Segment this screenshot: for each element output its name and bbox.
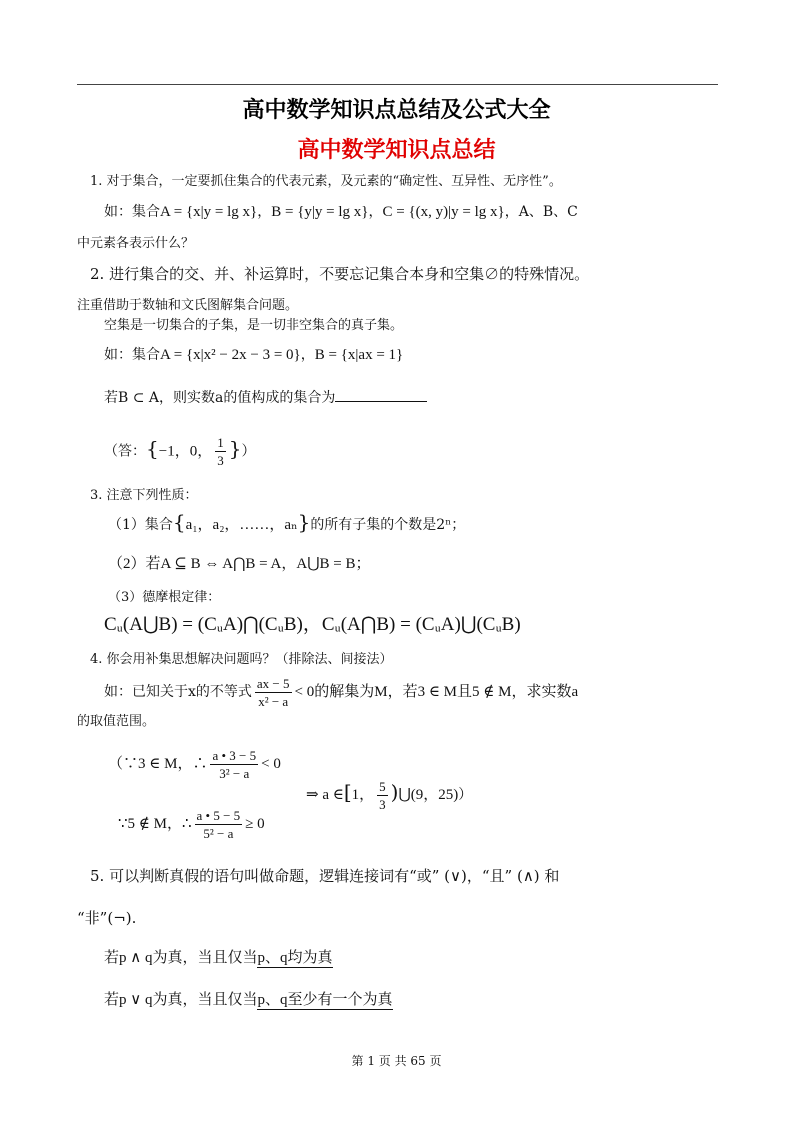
denominator: 3 (217, 453, 224, 468)
set-b: B = {x|ax = 1} (314, 347, 404, 363)
item-3-property-3: （3）德摩根定律： (108, 590, 221, 605)
item-5-continuation: “非”(¬). (77, 909, 137, 927)
solution-line-1 (108, 744, 281, 784)
interval-left: 1， (351, 787, 375, 803)
section-title: 高中数学知识点总结 (297, 137, 496, 163)
denominator: x² − a (258, 693, 289, 709)
interval-right: ⋃(9，25) (398, 787, 459, 803)
left-bracket-glyph: [ (343, 780, 352, 804)
relation: < 0 (261, 756, 281, 772)
example-prefix: 如：集合 (104, 347, 160, 363)
set-a: A = {x|x² − 2x − 3 = 0} (160, 347, 301, 363)
example-prefix: 如：集合 (104, 204, 160, 220)
item-2-answer (104, 434, 255, 469)
left-brace-glyph: { (172, 510, 186, 534)
sep: ， (257, 204, 272, 220)
answer-prefix: （答： (104, 443, 146, 460)
solution-line-2 (118, 804, 265, 844)
denominator: 3 (379, 796, 386, 812)
answer-suffix: ） (241, 443, 256, 460)
item-4-continuation: 的取值范围。 (77, 714, 156, 729)
result-suffix: ） (458, 787, 473, 803)
and-prefix: 若p ∧ q为真，当且仅当 (104, 950, 258, 966)
item-2-note-1: 注重借助于数轴和文氏图解集合问题。 (77, 298, 299, 313)
item-4-text: 4. 你会用补集思想解决问题吗？（排除法、间接法） (90, 652, 393, 667)
denominator: 3² − a (219, 765, 250, 781)
question-text: 若B ⊂ A，则实数a的值构成的集合为 (104, 390, 336, 406)
sep: ， (300, 347, 315, 363)
top-rule (77, 84, 718, 85)
solution-fraction-1 (210, 747, 258, 782)
solution-fraction-2 (195, 807, 243, 842)
or-answer: p、q至少有一个为真 (257, 992, 393, 1008)
item-3-property-2: （2）若A ⊆ B ⇔ A⋂B = A，A⋃B = B； (108, 556, 371, 572)
numerator: ax − 5 (256, 675, 290, 691)
answer-blank (335, 387, 427, 402)
or-condition (104, 990, 393, 1010)
inequality-relation: < 0的解集为M，若3 ∈ M且5 ∉ M，求实数a (294, 684, 579, 700)
item-1-example (104, 202, 578, 222)
right-paren-glyph: ) (390, 780, 399, 804)
suffix: 的所有子集的个数是2ⁿ； (310, 517, 466, 533)
demorgan-formula: Cᵤ(A⋃B) = (CᵤA)⋂(CᵤB)，Cᵤ(A⋂B) = (CᵤA)⋃(CᵤB) (104, 614, 521, 635)
numerator: a • 3 − 5 (212, 747, 257, 763)
numerator: a • 5 − 5 (196, 807, 241, 823)
sep: ， (368, 204, 383, 220)
numerator: 5 (379, 778, 386, 794)
answer-set: −1，0， (158, 443, 213, 460)
item-5-text: 5. 可以判断真假的语句叫做命题，逻辑连接词有“或” (∨)，“且” (∧) 和 (90, 867, 560, 885)
and-answer: p、q均为真 (257, 950, 333, 966)
item-3-property-1 (108, 512, 465, 535)
page-footer: 第 1 页 共 65 页 (351, 1054, 442, 1068)
example-prefix: 如：已知关于x的不等式 (104, 684, 252, 700)
item-2-note-2: 空集是一切集合的子集，是一切非空集合的真子集。 (104, 318, 404, 333)
set-elements: a₁，a₂，……，aₙ (185, 517, 298, 533)
item-1-text: 1. 对于集合，一定要抓住集合的代表元素，及元素的“确定性、互异性、无序性”。 (90, 174, 562, 189)
item-2-example (104, 345, 403, 365)
page-title: 高中数学知识点总结及公式大全 (242, 97, 551, 123)
condition-prefix: （∵3 ∈ M，∴ (108, 756, 208, 772)
set-a: A = {x|y = lg x} (160, 204, 258, 220)
or-prefix: 若p ∨ q为真，当且仅当 (104, 992, 258, 1008)
inequality-fraction (255, 675, 292, 710)
denominator: 5² − a (203, 825, 234, 841)
fraction-five-thirds (377, 778, 388, 813)
right-brace-glyph: } (297, 510, 311, 534)
item-4-example (104, 672, 578, 712)
and-condition (104, 948, 333, 968)
numerator: 1 (217, 435, 224, 450)
set-b: B = {y|y = lg x} (271, 204, 369, 220)
fraction-one-third (215, 434, 226, 469)
right-brace-glyph: } (228, 436, 242, 461)
item-1-continuation: 中元素各表示什么？ (77, 236, 195, 251)
item-3-text: 3. 注意下列性质： (90, 488, 198, 503)
result-prefix: ⇒ a ∈ (306, 787, 344, 803)
solution-result (306, 772, 472, 815)
item-2-text: 2. 进行集合的交、并、补运算时，不要忘记集合本身和空集∅的特殊情况。 (90, 265, 590, 283)
left-brace-glyph: { (146, 436, 159, 461)
relation: ≥ 0 (245, 816, 265, 832)
item-2-question (104, 387, 427, 408)
condition-prefix: ∵5 ∉ M，∴ (118, 816, 192, 832)
set-c: C = {(x, y)|y = lg x} (382, 204, 505, 220)
example-tail: ，A、B、C (504, 204, 578, 220)
label: （1）集合 (108, 517, 173, 533)
